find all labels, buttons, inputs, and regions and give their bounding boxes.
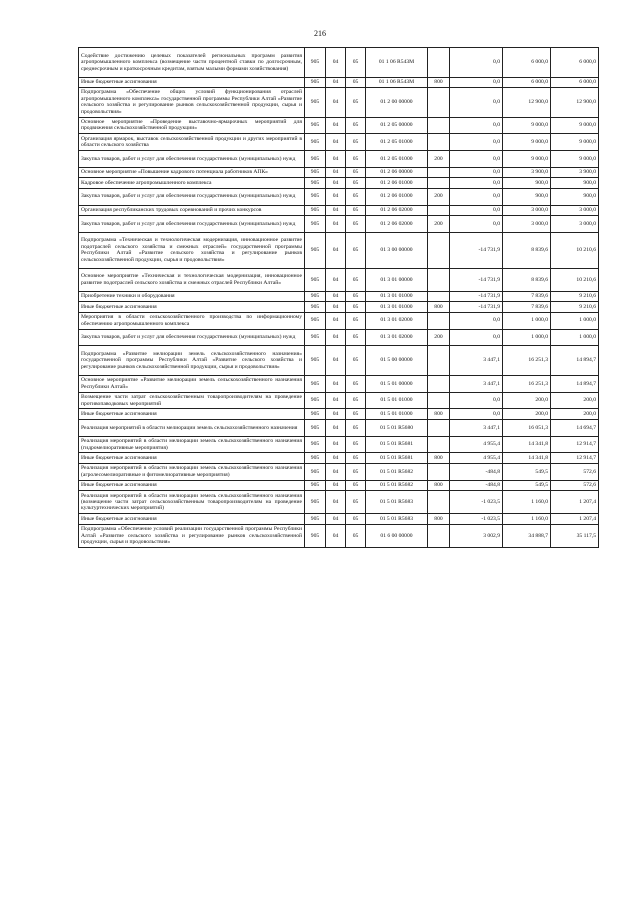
budget-table (78, 47, 599, 548)
row-sum-3: 10 210,6 (551, 268, 599, 291)
table-row (79, 524, 599, 547)
row-sum-2: 1 160,0 (503, 514, 551, 524)
row-pr: 05 (346, 48, 366, 78)
row-ved: 905 (305, 215, 326, 232)
row-name: Реализация мероприятий в области мелиорации земель сельскохозяйственного назначения (агролесомелиоративные и фитомелиоративные мероприятия) (79, 463, 305, 480)
row-name: Кадровое обеспечение агропромышленного комплекса (79, 178, 305, 188)
row-vr: 800 (428, 514, 450, 524)
row-pr: 05 (346, 463, 366, 480)
row-rz: 04 (326, 232, 346, 268)
row-vr (428, 463, 450, 480)
row-sum-1: 0,0 (450, 312, 503, 329)
row-csr: 01 5 01 01000 (366, 409, 428, 419)
row-pr: 05 (346, 436, 366, 453)
row-vr (428, 491, 450, 514)
row-csr: 01 1 06 R543М (366, 48, 428, 78)
table-row (79, 463, 599, 480)
table-row (79, 232, 599, 268)
row-csr: 01 5 01 01000 (366, 392, 428, 409)
table-row (79, 87, 599, 117)
row-sum-2: 16 251,3 (503, 375, 551, 392)
row-vr (428, 291, 450, 301)
row-sum-1: 0,0 (450, 188, 503, 205)
row-csr: 01 2 06 01000 (366, 188, 428, 205)
row-csr: 01 5 01 R5681 (366, 453, 428, 463)
row-csr: 01 5 01 00000 (366, 375, 428, 392)
table-row (79, 291, 599, 301)
row-vr (428, 419, 450, 436)
table-row (79, 205, 599, 215)
table-row (79, 134, 599, 151)
row-rz: 04 (326, 215, 346, 232)
row-sum-1: -1 023,5 (450, 491, 503, 514)
table-row (79, 215, 599, 232)
row-sum-3: 200,0 (551, 392, 599, 409)
row-ved: 905 (305, 491, 326, 514)
row-sum-2: 16 251,3 (503, 346, 551, 376)
row-sum-2: 3 000,0 (503, 205, 551, 215)
row-sum-2: 6 000,0 (503, 48, 551, 78)
row-sum-2: 12 900,0 (503, 87, 551, 117)
row-rz: 04 (326, 480, 346, 490)
row-ved: 905 (305, 77, 326, 87)
row-sum-3: 900,0 (551, 178, 599, 188)
row-rz: 04 (326, 524, 346, 547)
table-row (79, 329, 599, 346)
row-csr: 01 3 01 00000 (366, 268, 428, 291)
row-csr: 01 3 01 01000 (366, 291, 428, 301)
row-sum-2: 8 839,6 (503, 268, 551, 291)
row-vr (428, 48, 450, 78)
row-vr (428, 178, 450, 188)
row-sum-2: 3 900,0 (503, 167, 551, 177)
row-sum-2: 1 000,0 (503, 312, 551, 329)
row-vr: 200 (428, 151, 450, 168)
row-pr: 05 (346, 205, 366, 215)
row-csr: 01 2 05 01000 (366, 151, 428, 168)
row-csr: 01 1 06 R543М (366, 77, 428, 87)
table-row (79, 151, 599, 168)
row-rz: 04 (326, 514, 346, 524)
row-sum-1: 0,0 (450, 134, 503, 151)
row-ved: 905 (305, 134, 326, 151)
row-ved: 905 (305, 48, 326, 78)
row-pr: 05 (346, 346, 366, 376)
row-name: Содействие достижению целевых показателей региональных программ развития агропромышленного комплекса (возмещение части процентной ставки по долгосрочным, среднесрочным и краткосрочным кредитам, взятым малыми формами хозяйствования) (79, 48, 305, 78)
row-ved: 905 (305, 409, 326, 419)
row-ved: 905 (305, 291, 326, 301)
row-sum-3: 9 000,0 (551, 117, 599, 134)
row-sum-3: 9 210,6 (551, 302, 599, 312)
row-sum-3: 900,0 (551, 188, 599, 205)
row-name: Иные бюджетные ассигнования (79, 409, 305, 419)
table-row (79, 480, 599, 490)
row-pr: 05 (346, 524, 366, 547)
row-csr: 01 3 01 02000 (366, 312, 428, 329)
row-csr: 01 2 00 00000 (366, 87, 428, 117)
row-name: Закупка товаров, работ и услуг для обеспечения государственных (муниципальных) нужд (79, 329, 305, 346)
row-sum-2: 14 341,8 (503, 453, 551, 463)
row-name: Организация республиканских трудовых соревнований и прочих конкурсов (79, 205, 305, 215)
row-pr: 05 (346, 409, 366, 419)
row-sum-1: 0,0 (450, 167, 503, 177)
row-sum-2: 34 888,7 (503, 524, 551, 547)
row-rz: 04 (326, 48, 346, 78)
row-sum-3: 10 210,6 (551, 232, 599, 268)
row-sum-1: 0,0 (450, 178, 503, 188)
row-pr: 05 (346, 312, 366, 329)
row-sum-1: -14 731,9 (450, 291, 503, 301)
row-sum-1: 3 002,9 (450, 524, 503, 547)
table-row (79, 392, 599, 409)
row-vr: 200 (428, 188, 450, 205)
row-vr (428, 392, 450, 409)
row-sum-3: 3 000,0 (551, 205, 599, 215)
row-pr: 05 (346, 291, 366, 301)
row-rz: 04 (326, 178, 346, 188)
row-ved: 905 (305, 436, 326, 453)
row-sum-3: 9 210,6 (551, 291, 599, 301)
row-sum-3: 1 207,4 (551, 514, 599, 524)
row-name: Закупка товаров, работ и услуг для обеспечения государственных (муниципальных) нужд (79, 151, 305, 168)
row-vr: 800 (428, 480, 450, 490)
table-row (79, 453, 599, 463)
row-sum-2: 3 000,0 (503, 215, 551, 232)
row-sum-1: 3 447,1 (450, 375, 503, 392)
row-rz: 04 (326, 151, 346, 168)
row-name: Подпрограмма «Обеспечение условий реализации государственной программы Республики Алтай «Развитие сельского хозяйства и регулирование рынков сельскохозяйственной продукции, сырья и продовольствия» (79, 524, 305, 547)
row-sum-3: 14 894,7 (551, 375, 599, 392)
row-csr: 01 5 00 00000 (366, 346, 428, 376)
row-pr: 05 (346, 167, 366, 177)
row-name: Иные бюджетные ассигнования (79, 514, 305, 524)
row-ved: 905 (305, 453, 326, 463)
row-csr: 01 2 06 02000 (366, 205, 428, 215)
row-sum-2: 900,0 (503, 178, 551, 188)
row-name: Основное мероприятие «Развитие мелиорации земель сельскохозяйственного назначения Республики Алтай» (79, 375, 305, 392)
row-name: Организация ярмарок, выставок сельскохозяйственной продукции и других мероприятий в области сельского хозяйства (79, 134, 305, 151)
table-row (79, 48, 599, 78)
row-vr: 800 (428, 302, 450, 312)
row-ved: 905 (305, 392, 326, 409)
row-vr (428, 524, 450, 547)
row-name: Иные бюджетные ассигнования (79, 453, 305, 463)
row-sum-3: 1 000,0 (551, 329, 599, 346)
row-sum-2: 200,0 (503, 409, 551, 419)
row-sum-1: 4 955,4 (450, 436, 503, 453)
row-sum-3: 572,6 (551, 480, 599, 490)
row-csr: 01 5 01 R5683 (366, 491, 428, 514)
row-name: Подпрограмма «Обеспечение общих условий функционирования отраслей агропромышленного комплекса» государственной программы Республики Алтай «Развитие сельского хозяйства и регулирование рынков сельскохозяйственной продукции, сырья и продовольствия» (79, 87, 305, 117)
row-sum-3: 3 900,0 (551, 167, 599, 177)
row-sum-1: 0,0 (450, 409, 503, 419)
row-sum-3: 200,0 (551, 409, 599, 419)
row-ved: 905 (305, 329, 326, 346)
table-row (79, 514, 599, 524)
row-csr: 01 2 05 01000 (366, 134, 428, 151)
row-ved: 905 (305, 268, 326, 291)
row-sum-3: 572,6 (551, 463, 599, 480)
row-rz: 04 (326, 188, 346, 205)
row-rz: 04 (326, 419, 346, 436)
table-row (79, 188, 599, 205)
row-name: Реализация мероприятий в области мелиорации земель сельскохозяйственного назначения (возмещение части затрат сельскохозяйственным товаропроизводителям на проведение культуртехнических мероприятий) (79, 491, 305, 514)
row-pr: 05 (346, 268, 366, 291)
row-sum-3: 9 000,0 (551, 151, 599, 168)
row-rz: 04 (326, 268, 346, 291)
row-sum-1: -14 731,9 (450, 302, 503, 312)
row-name: Подпрограмма «Развитие мелиорации земель сельскохозяйственного назначения» государственной программы Республики Алтай «Развитие сельского хозяйства и регулирование рынков сельскохозяйственной продукции, сырья и продовольствия» (79, 346, 305, 376)
row-name: Основное мероприятие «Повышение кадрового потенциала работников АПК» (79, 167, 305, 177)
row-ved: 905 (305, 514, 326, 524)
row-name: Реализация мероприятий в области мелиорации земель сельскохозяйственного назначения (79, 419, 305, 436)
budget-table-body (79, 48, 599, 548)
row-rz: 04 (326, 291, 346, 301)
row-sum-2: 16 051,3 (503, 419, 551, 436)
row-ved: 905 (305, 524, 326, 547)
row-vr: 200 (428, 329, 450, 346)
row-sum-1: -14 731,9 (450, 268, 503, 291)
row-sum-1: -484,8 (450, 480, 503, 490)
row-rz: 04 (326, 87, 346, 117)
table-row (79, 375, 599, 392)
row-sum-3: 35 117,5 (551, 524, 599, 547)
row-sum-3: 1 000,0 (551, 312, 599, 329)
row-name: Иные бюджетные ассигнования (79, 480, 305, 490)
row-sum-1: 0,0 (450, 151, 503, 168)
row-csr: 01 5 01 R5683 (366, 514, 428, 524)
row-sum-2: 200,0 (503, 392, 551, 409)
row-sum-2: 900,0 (503, 188, 551, 205)
row-pr: 05 (346, 77, 366, 87)
row-csr: 01 2 06 02000 (366, 215, 428, 232)
row-vr (428, 346, 450, 376)
row-sum-1: 3 447,1 (450, 419, 503, 436)
row-ved: 905 (305, 188, 326, 205)
row-vr (428, 436, 450, 453)
row-csr: 01 5 01 R5680 (366, 419, 428, 436)
row-name: Возмещение части затрат сельскохозяйственным товаропроизводителям на проведение противопаводковых мероприятий (79, 392, 305, 409)
row-csr: 01 2 05 00000 (366, 117, 428, 134)
row-csr: 01 3 01 02000 (366, 329, 428, 346)
row-sum-2: 549,5 (503, 480, 551, 490)
row-vr (428, 312, 450, 329)
row-csr: 01 3 01 01000 (366, 302, 428, 312)
row-sum-1: 0,0 (450, 215, 503, 232)
row-rz: 04 (326, 312, 346, 329)
row-sum-3: 12 914,7 (551, 436, 599, 453)
row-pr: 05 (346, 491, 366, 514)
row-ved: 905 (305, 178, 326, 188)
row-vr: 800 (428, 77, 450, 87)
row-pr: 05 (346, 134, 366, 151)
table-row (79, 312, 599, 329)
row-name: Основное мероприятие «Техническая и технологическая модернизация, инновационное развитие подотраслей сельского хозяйства и смежных отраслей Республики Алтай» (79, 268, 305, 291)
row-vr (428, 87, 450, 117)
row-rz: 04 (326, 77, 346, 87)
row-sum-1: 0,0 (450, 205, 503, 215)
row-csr: 01 5 01 R5681 (366, 436, 428, 453)
row-vr (428, 205, 450, 215)
row-vr (428, 134, 450, 151)
row-pr: 05 (346, 117, 366, 134)
table-row (79, 419, 599, 436)
row-sum-1: 0,0 (450, 77, 503, 87)
row-ved: 905 (305, 375, 326, 392)
row-name: Реализация мероприятий в области мелиорации земель сельскохозяйственного назначения (гидромелиоративные мероприятия) (79, 436, 305, 453)
row-pr: 05 (346, 188, 366, 205)
table-row (79, 117, 599, 134)
row-name: Приобретение техники и оборудования (79, 291, 305, 301)
row-pr: 05 (346, 87, 366, 117)
row-sum-1: 0,0 (450, 87, 503, 117)
row-sum-1: 3 447,1 (450, 346, 503, 376)
row-ved: 905 (305, 205, 326, 215)
row-sum-1: 0,0 (450, 48, 503, 78)
row-pr: 05 (346, 215, 366, 232)
row-ved: 905 (305, 167, 326, 177)
row-sum-2: 7 839,6 (503, 302, 551, 312)
row-rz: 04 (326, 205, 346, 215)
row-rz: 04 (326, 436, 346, 453)
row-ved: 905 (305, 87, 326, 117)
row-rz: 04 (326, 375, 346, 392)
row-sum-3: 12 900,0 (551, 87, 599, 117)
row-vr (428, 167, 450, 177)
row-ved: 905 (305, 151, 326, 168)
row-name: Закупка товаров, работ и услуг для обеспечения государственных (муниципальных) нужд (79, 188, 305, 205)
row-rz: 04 (326, 409, 346, 419)
row-pr: 05 (346, 375, 366, 392)
row-sum-1: 0,0 (450, 117, 503, 134)
table-row (79, 77, 599, 87)
row-sum-2: 9 000,0 (503, 117, 551, 134)
row-rz: 04 (326, 463, 346, 480)
row-rz: 04 (326, 167, 346, 177)
row-rz: 04 (326, 453, 346, 463)
row-ved: 905 (305, 117, 326, 134)
table-row (79, 346, 599, 376)
row-sum-3: 12 914,7 (551, 453, 599, 463)
row-ved: 905 (305, 480, 326, 490)
row-vr (428, 268, 450, 291)
row-sum-2: 8 839,6 (503, 232, 551, 268)
row-pr: 05 (346, 232, 366, 268)
row-pr: 05 (346, 329, 366, 346)
row-sum-3: 3 000,0 (551, 215, 599, 232)
row-pr: 05 (346, 151, 366, 168)
row-pr: 05 (346, 453, 366, 463)
row-sum-2: 1 000,0 (503, 329, 551, 346)
row-sum-3: 6 000,0 (551, 48, 599, 78)
row-sum-3: 14 694,7 (551, 419, 599, 436)
row-ved: 905 (305, 463, 326, 480)
row-csr: 01 5 01 R5682 (366, 463, 428, 480)
row-vr: 800 (428, 453, 450, 463)
row-rz: 04 (326, 117, 346, 134)
row-sum-3: 14 894,7 (551, 346, 599, 376)
row-sum-1: 0,0 (450, 329, 503, 346)
table-row (79, 409, 599, 419)
row-name: Закупка товаров, работ и услуг для обеспечения государственных (муниципальных) нужд (79, 215, 305, 232)
row-pr: 05 (346, 302, 366, 312)
row-sum-1: 4 955,4 (450, 453, 503, 463)
row-rz: 04 (326, 134, 346, 151)
table-row (79, 302, 599, 312)
row-sum-2: 9 000,0 (503, 134, 551, 151)
row-ved: 905 (305, 419, 326, 436)
row-name: Подпрограмма «Техническая и технологическая модернизация, инновационное развитие подотраслей сельского хозяйства и смежных отраслей» государственной программы Республики Алтай «Развитие сельского хозяйства и регулирование рынков сельскохозяйственной продукции, сырья и продовольствия» (79, 232, 305, 268)
row-sum-2: 549,5 (503, 463, 551, 480)
row-name: Основное мероприятие «Проведение выставочно-ярмарочных мероприятий для продвижения сельскохозяйственной продукции» (79, 117, 305, 134)
table-row (79, 436, 599, 453)
row-csr: 01 2 06 01000 (366, 178, 428, 188)
row-sum-1: -484,8 (450, 463, 503, 480)
row-csr: 01 2 06 00000 (366, 167, 428, 177)
row-pr: 05 (346, 480, 366, 490)
row-rz: 04 (326, 491, 346, 514)
row-rz: 04 (326, 392, 346, 409)
row-ved: 905 (305, 346, 326, 376)
row-pr: 05 (346, 392, 366, 409)
row-name: Мероприятия в области сельскохозяйственного производства по информационному обеспечению агропромышленного комплекса (79, 312, 305, 329)
row-name: Иные бюджетные ассигнования (79, 77, 305, 87)
table-row (79, 268, 599, 291)
row-sum-2: 9 000,0 (503, 151, 551, 168)
row-vr (428, 375, 450, 392)
row-vr: 200 (428, 215, 450, 232)
row-vr (428, 117, 450, 134)
table-row (79, 178, 599, 188)
row-pr: 05 (346, 178, 366, 188)
row-csr: 01 6 00 00000 (366, 524, 428, 547)
row-rz: 04 (326, 346, 346, 376)
row-vr (428, 232, 450, 268)
row-sum-1: -1 023,5 (450, 514, 503, 524)
row-ved: 905 (305, 232, 326, 268)
row-sum-2: 7 839,6 (503, 291, 551, 301)
row-pr: 05 (346, 514, 366, 524)
row-ved: 905 (305, 312, 326, 329)
row-sum-2: 14 341,8 (503, 436, 551, 453)
page-number: 216 (314, 29, 326, 38)
row-sum-1: -14 731,9 (450, 232, 503, 268)
row-sum-3: 1 207,4 (551, 491, 599, 514)
row-sum-3: 6 000,0 (551, 77, 599, 87)
row-rz: 04 (326, 329, 346, 346)
row-vr: 800 (428, 409, 450, 419)
row-pr: 05 (346, 419, 366, 436)
row-csr: 01 3 00 00000 (366, 232, 428, 268)
row-csr: 01 5 01 R5682 (366, 480, 428, 490)
row-name: Иные бюджетные ассигнования (79, 302, 305, 312)
row-sum-3: 9 000,0 (551, 134, 599, 151)
row-ved: 905 (305, 302, 326, 312)
row-sum-2: 6 000,0 (503, 77, 551, 87)
row-sum-1: 0,0 (450, 392, 503, 409)
row-rz: 04 (326, 302, 346, 312)
table-row (79, 491, 599, 514)
row-sum-2: 1 160,0 (503, 491, 551, 514)
table-row (79, 167, 599, 177)
